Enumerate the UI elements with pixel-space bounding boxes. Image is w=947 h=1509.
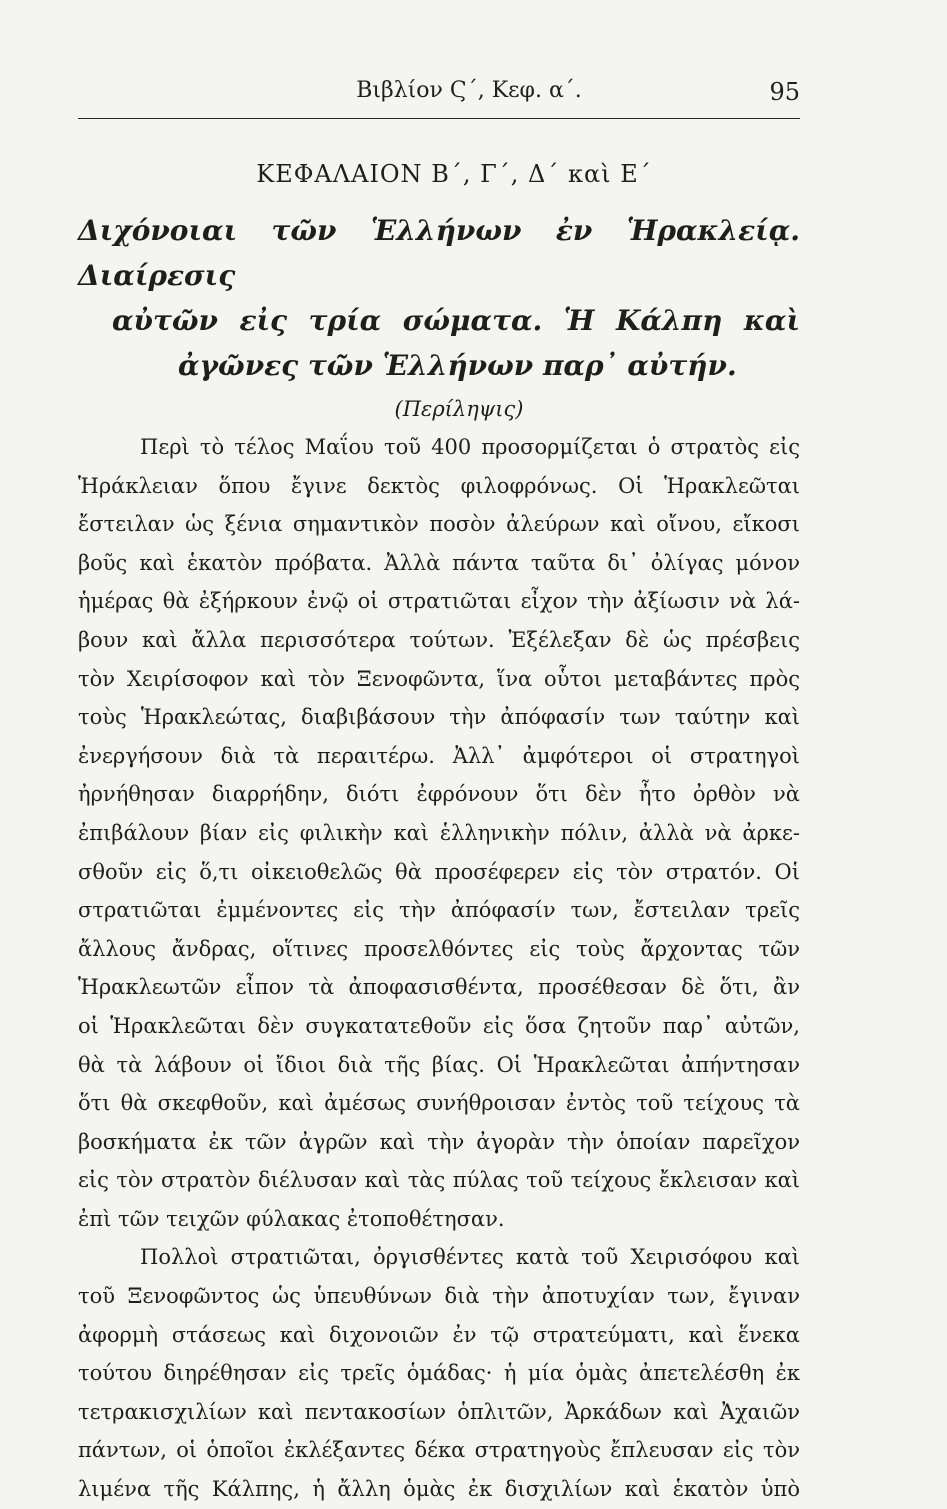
page-number: 95 xyxy=(769,78,800,106)
paragraph xyxy=(78,1238,800,1508)
body-text xyxy=(78,428,800,1509)
chapter-heading: ΚΕΦΑΛΑΙΟΝ Β΄, Γ΄, Δ΄ καὶ Ε΄ xyxy=(256,160,652,188)
text-line: τετρακισχιλίων καὶ πεντακοσίων ὁπλιτῶν, Ἀρκάδων καὶ Ἀχαιῶν xyxy=(78,1399,800,1424)
text-line: ἡμέρας θὰ ἐξήρκουν ἐνῷ οἱ στρατιῶται εἶχον τὴν ἀξίωσιν νὰ λά- xyxy=(78,589,800,614)
text-line: ἀφορμὴ στάσεως καὶ διχονοιῶν ἐν τῷ στρατεύματι, καὶ ἕνεκα xyxy=(78,1322,800,1347)
text-line: Ἡρακλεωτῶν εἶπον τὰ ἀποφασισθέντα, προσέθεσαν δὲ ὅτι, ἂν xyxy=(78,975,800,1000)
text-line: τούτου διηρέθησαν εἰς τρεῖς ὁμάδας· ἡ μία ὁμὰς ἀπετελέσθη ἐκ xyxy=(78,1361,800,1386)
chapter-title xyxy=(78,208,800,388)
text-line: σθοῦν εἰς ὅ,τι οἰκειοθελῶς θὰ προσέφερεν εἰς τὸν στρατόν. Οἱ xyxy=(78,859,800,884)
text-line: ὅτι θὰ σκεφθοῦν, καὶ ἀμέσως συνήθροισαν ἐντὸς τοῦ τείχους τὰ xyxy=(78,1091,800,1116)
header-rule xyxy=(78,118,800,119)
text-line: Περὶ τὸ τέλος Μαΐου τοῦ 400 προσορμίζεται ὁ στρατὸς εἰς xyxy=(140,435,800,459)
chapter-title-line: αὐτῶν εἰς τρία σώματα. Ἡ Κάλπη καὶ xyxy=(112,304,800,337)
text-line: τοῦ Ξενοφῶντος ὡς ὑπευθύνων διὰ τὴν ἀποτυχίαν των, ἔγιναν xyxy=(78,1284,800,1309)
text-line: ἐνεργήσουν διὰ τὰ περαιτέρω. Ἀλλ᾽ ἀμφότεροι οἱ στρατηγοὶ xyxy=(78,743,800,768)
text-line: ἄλλους ἄνδρας, οἵτινες προσελθόντες εἰς τοὺς ἄρχοντας τῶν xyxy=(78,936,800,961)
text-line: θὰ τὰ λάβουν οἱ ἴδιοι διὰ τῆς βίας. Οἱ Ἡρακλεῶται ἀπήντησαν xyxy=(78,1052,800,1077)
text-line: βοῦς καὶ ἑκατὸν πρόβατα. Ἀλλὰ πάντα ταῦτα δι᾽ ὀλίγας μόνον xyxy=(78,550,800,575)
text-line: ἠρνήθησαν διαρρήδην, διότι ἐφρόνουν ὅτι δὲν ἦτο ὀρθὸν νὰ xyxy=(78,782,800,807)
text-line: λιμένα τῆς Κάλπης, ἡ ἄλλη ὁμὰς ἐκ δισχιλίων καὶ ἑκατὸν ὑπὸ xyxy=(78,1477,800,1502)
book-page xyxy=(78,60,800,1509)
text-line: βουν καὶ ἄλλα περισσότερα τούτων. Ἐξέλεξαν δὲ ὡς πρέσβεις xyxy=(78,627,800,652)
text-line: τοὺς Ἡρακλεώτας, διαβιβάσουν τὴν ἀπόφασίν των ταύτην καὶ xyxy=(78,705,800,730)
paragraph xyxy=(78,428,800,1238)
text-line: οἱ Ἡρακλεῶται δὲν συγκατατεθοῦν εἰς ὅσα ζητοῦν παρ᾽ αὐτῶν, xyxy=(78,1013,800,1038)
text-line: Ἡράκλειαν ὅπου ἔγινε δεκτὸς φιλοφρόνως. Οἱ Ἡρακλεῶται xyxy=(78,473,800,498)
text-line: πάντων, οἱ ὁποῖοι ἐκλέξαντες δέκα στρατηγοὺς ἔπλευσαν εἰς τὸν xyxy=(78,1438,800,1463)
text-line: στρατιῶται ἐμμένοντες εἰς τὴν ἀπόφασίν των, ἔστειλαν τρεῖς xyxy=(78,898,800,923)
running-header xyxy=(78,60,800,114)
text-line: βοσκήματα ἐκ τῶν ἀγρῶν καὶ τὴν ἀγορὰν τὴν ὁποίαν παρεῖχον xyxy=(78,1129,800,1154)
text-line: ἔστειλαν ὡς ξένια σημαντικὸν ποσὸν ἀλεύρων καὶ οἴνου, εἴκοσι xyxy=(78,512,800,537)
text-line: ἐπιβάλουν βίαν εἰς φιλικὴν καὶ ἑλληνικὴν πόλιν, ἀλλὰ νὰ ἀρκε- xyxy=(78,820,800,845)
text-line: εἰς τὸν στρατὸν διέλυσαν καὶ τὰς πύλας τοῦ τείχους ἔκλεισαν καὶ xyxy=(78,1168,800,1193)
text-line: ἐπὶ τῶν τειχῶν φύλακας ἐτοποθέτησαν. xyxy=(78,1206,505,1231)
chapter-title-line: ἀγῶνες τῶν Ἑλλήνων παρ᾽ αὐτήν. xyxy=(178,349,737,382)
header-title: Βιβλίον Ϛ΄, Κεφ. α΄. xyxy=(356,78,582,103)
summary-label: (Περίληψις) xyxy=(394,397,524,421)
text-line: Πολλοὶ στρατιῶται, ὀργισθέντες κατὰ τοῦ Χειρισόφου καὶ xyxy=(140,1245,800,1270)
text-line: τὸν Χειρίσοφον καὶ τὸν Ξενοφῶντα, ἵνα οὗτοι μεταβάντες πρὸς xyxy=(78,666,800,691)
chapter-title-line: Διχόνοιαι τῶν Ἑλλήνων ἐν Ἡρακλείᾳ. Διαίρεσις xyxy=(78,214,800,292)
